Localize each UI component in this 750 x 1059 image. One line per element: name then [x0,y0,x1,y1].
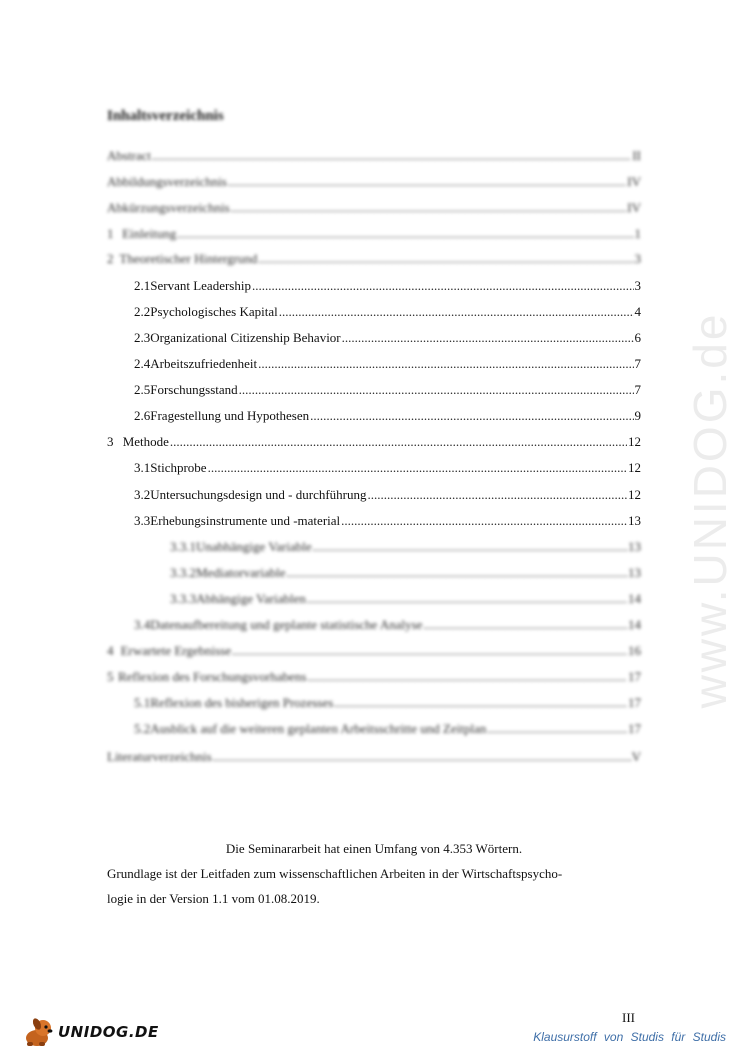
toc-entry-title: Datenaufbereitung und geplante statistische Analyse [150,617,423,632]
toc-entry-page: 3 [634,251,641,266]
toc-entry-page: 4 [634,304,641,319]
toc-entry-page: 12 [628,487,641,502]
toc-entry-number: 2.3 [134,330,151,345]
toc-leader-dots [313,537,627,557]
toc-entry-title: Mediatorvariable [196,565,286,580]
toc-entry-title: Arbeitszufriedenheit [150,356,258,371]
toc-entry-1 [107,224,641,244]
guideline-note-line-2: logie in der Version 1.1 vom 01.08.2019. [107,891,320,906]
toc-entry-number: 3 [107,434,114,449]
toc-entry-page: 6 [634,330,641,345]
toc-entry-title: Untersuchungsdesign und - durchführung [150,487,367,502]
unidog-logo[interactable] [22,1014,162,1050]
toc-entry-page: V [631,749,641,764]
toc-leader-dots [341,511,627,531]
toc-entry-2-1 [134,276,641,296]
toc-entry-page: 13 [628,513,641,528]
toc-entry-number: 2.4 [134,356,151,371]
toc-entry-title: Forschungsstand [150,382,238,397]
toc-entry-abkuerzungsverzeichnis [107,198,641,218]
toc-entry-2 [107,249,641,269]
guideline-note-line-1: Grundlage ist der Leitfaden zum wissenschaftlichen Arbeiten in der Wirtschaftspsycho- [107,866,563,881]
toc-entry-3-3-1 [170,537,641,557]
toc-entry-page: 14 [628,617,641,632]
toc-entry-page: IV [627,174,641,189]
toc-leader-dots [208,458,627,478]
toc-leader-dots [310,406,633,426]
toc-entry-page: 13 [628,565,641,580]
page-number: III [622,1010,635,1025]
toc-entry-number: 4 [107,643,114,658]
toc-entry-page: 17 [628,669,641,684]
dog-mascot-icon [22,1015,56,1049]
word-count-note: Die Seminararbeit hat einen Umfang von 4.353 Wörtern. [225,841,523,856]
toc-entry-5-2 [134,719,641,739]
toc-entry-2-6 [134,406,641,426]
toc-leader-dots [487,719,627,739]
toc-entry-3-3-3 [170,589,641,609]
toc-entry-number: 3.3.2 [170,565,196,580]
toc-leader-dots [170,432,627,452]
toc-leader-dots [213,747,631,767]
toc-entry-5-1 [134,693,641,713]
toc-entry-title: Psychologisches Kapital [150,304,278,319]
toc-entry-page: 3 [634,278,641,293]
toc-entry-title: Abhängige Variablen [196,591,306,606]
toc-entry-2-4 [134,354,641,374]
toc-entry-number: 3.4 [134,617,151,632]
toc-entry-title: Servant Leadership [150,278,251,293]
toc-entry-number: 3.1 [134,460,151,475]
toc-entry-2-5 [134,380,641,400]
toc-entry-title: Literaturverzeichnis [107,749,212,764]
toc-entry-3-2 [134,485,641,505]
toc-entry-number: 2.6 [134,408,151,423]
toc-entry-number: 5 [107,669,114,684]
toc-entry-title: Abstract [107,148,152,163]
toc-entry-number: 5.1 [134,695,151,710]
toc-entry-number: 3.3.1 [170,539,196,554]
toc-leader-dots [334,693,627,713]
toc-entry-abbildungsverzeichnis [107,172,641,192]
toc-leader-dots [279,302,634,322]
watermark-text: www.UNIDOG.de [684,311,736,709]
toc-entry-page: 7 [634,382,641,397]
toc-leader-dots [287,563,627,583]
toc-entry-4 [107,641,641,661]
toc-entry-title: Erwartete Ergebnisse [120,643,232,658]
toc-entry-title: Reflexion des bisherigen Prozesses [150,695,334,710]
toc-leader-dots [228,172,626,192]
toc-entry-abstract [107,146,641,166]
toc-entry-3-3 [134,511,641,531]
toc-leader-dots [152,146,631,166]
toc-entry-page: 14 [628,591,641,606]
toc-entry-title: Ausblick auf die weiteren geplanten Arbeitsschritte und Zeitplan [150,721,487,736]
toc-entry-page: 17 [628,695,641,710]
toc-entry-title: Abbildungsverzeichnis [107,174,227,189]
toc-leader-dots [307,589,627,609]
toc-leader-dots [368,485,627,505]
toc-leader-dots [258,249,633,269]
toc-entry-5 [107,667,641,687]
toc-entry-number: 2 [107,251,114,266]
toc-entry-page: II [632,148,641,163]
toc-entry-number: 3.3.3 [170,591,196,606]
toc-entry-3 [107,432,641,452]
toc-leader-dots [239,380,634,400]
toc-entry-number: 2.1 [134,278,151,293]
toc-leader-dots [423,615,627,635]
toc-entry-page: IV [627,200,641,215]
toc-entry-title: Reflexion des Forschungsvorhabens [117,669,307,684]
toc-entry-number: 5.2 [134,721,151,736]
toc-entry-page: 16 [628,643,641,658]
toc-entry-3-1 [134,458,641,478]
toc-entry-page: 9 [634,408,641,423]
toc-entry-title: Stichprobe [150,460,207,475]
toc-entry-page: 12 [628,460,641,475]
toc-leader-dots [342,328,634,348]
footer-tagline: Klausurstoff von Studis für Studis [533,1030,726,1044]
toc-leader-dots [252,276,634,296]
toc-entry-2-2 [134,302,641,322]
toc-entry-title: Methode [122,434,169,449]
logo-wordmark: UNIDOG.DE [58,1023,159,1041]
toc-entry-page: 1 [634,226,641,241]
toc-entry-number: 1 [107,226,114,241]
toc-entry-title: Organizational Citizenship Behavior [150,330,341,345]
toc-entry-title: Einleitung [122,226,177,241]
toc-entry-number: 2.2 [134,304,151,319]
toc-entry-3-4 [134,615,641,635]
toc-heading: Inhaltsverzeichnis [107,108,224,124]
toc-entry-title: Erhebungsinstrumente und -material [150,513,341,528]
toc-entry-literaturverzeichnis [107,747,641,767]
toc-entry-page: 17 [628,721,641,736]
toc-entry-3-3-2 [170,563,641,583]
toc-leader-dots [258,354,633,374]
toc-entry-page: 13 [628,539,641,554]
toc-entry-title: Unabhängige Variable [196,539,312,554]
toc-leader-dots [232,641,627,661]
toc-entry-number: 3.2 [134,487,151,502]
toc-entry-title: Fragestellung und Hypothesen [150,408,310,423]
toc-entry-2-3 [134,328,641,348]
toc-entry-page: 12 [628,434,641,449]
toc-leader-dots [231,198,627,218]
toc-entry-page: 7 [634,356,641,371]
toc-entry-title: Abkürzungsverzeichnis [107,200,230,215]
toc-leader-dots [177,224,633,244]
toc-leader-dots [307,667,627,687]
toc-entry-number: 2.5 [134,382,151,397]
toc-entry-number: 3.3 [134,513,151,528]
toc-entry-title: Theoretischer Hintergrund [119,251,258,266]
